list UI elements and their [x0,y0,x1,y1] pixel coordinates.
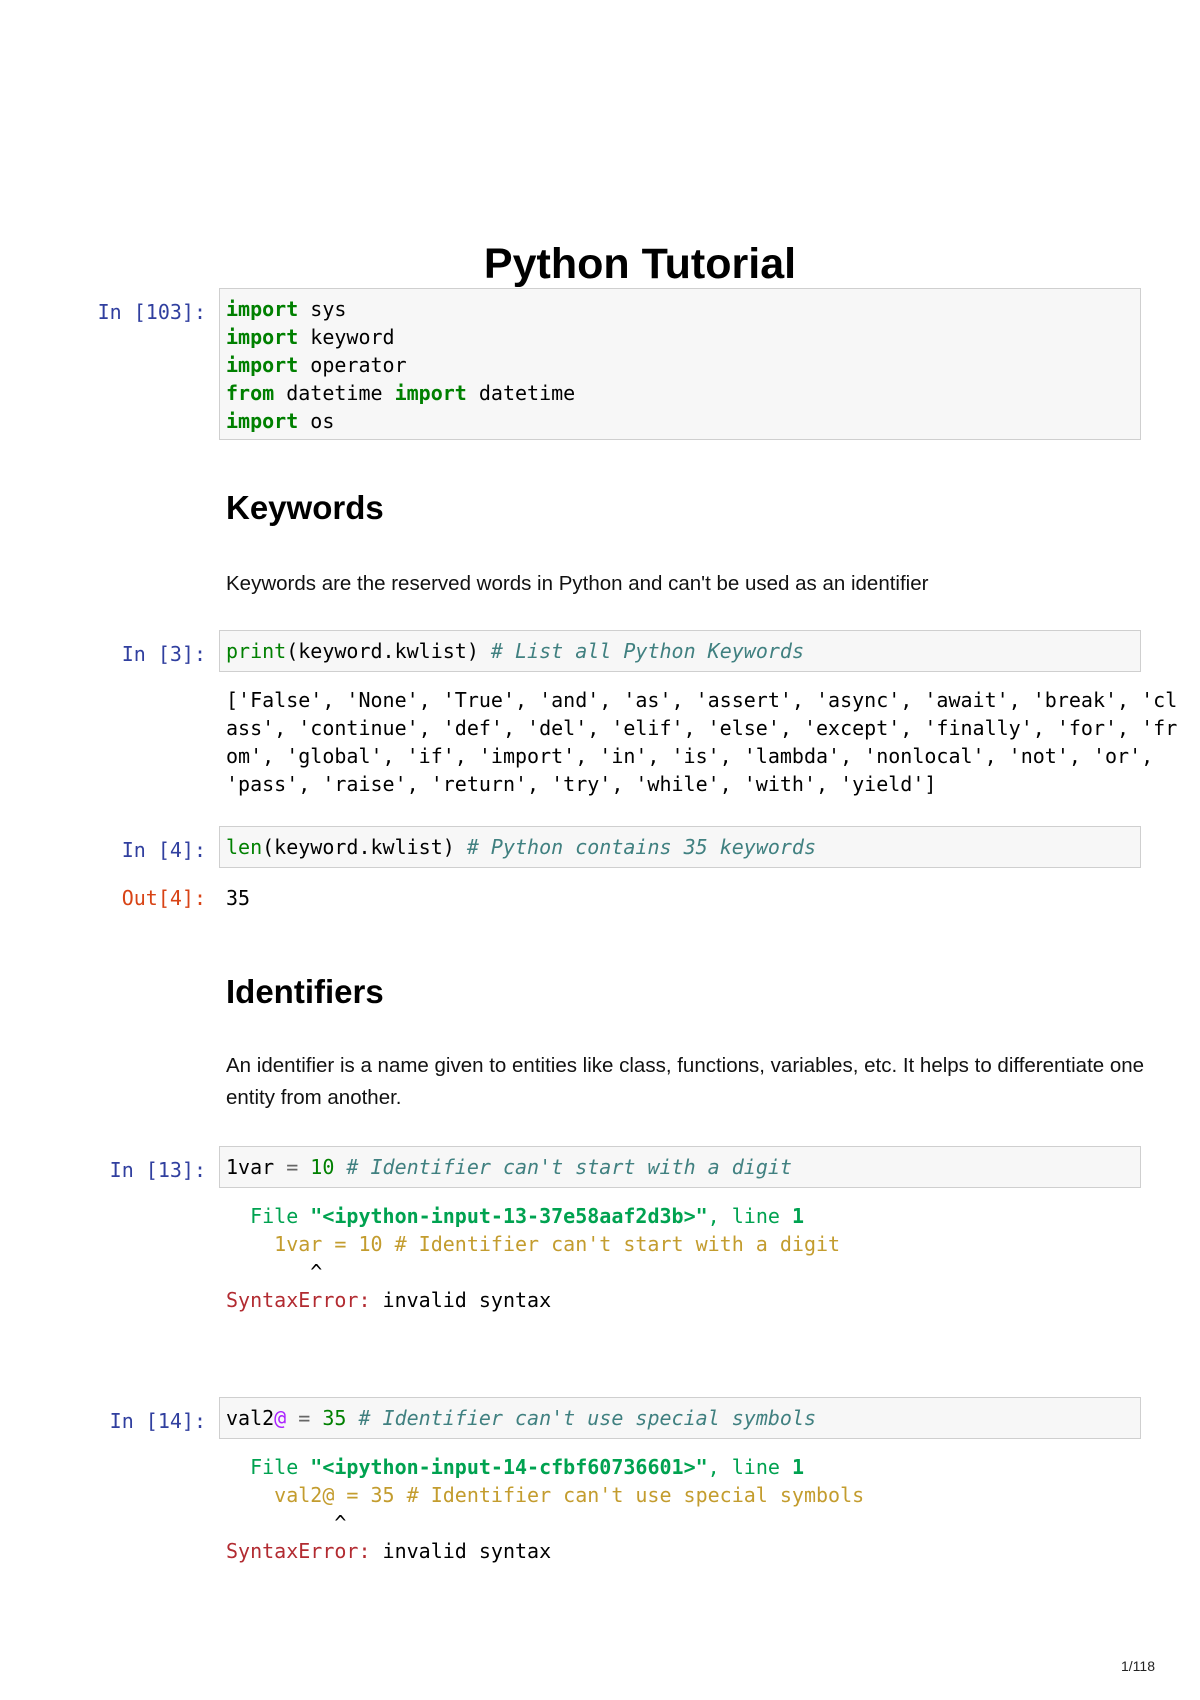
code-cell-symbol-error[interactable] [219,1397,1141,1439]
output-kwlist: ['False', 'None', 'True', 'and', 'as', 'assert', 'async', 'await', 'break', 'cl ass', 'continue', 'def', 'del', 'elif', 'else', 'except', 'finally', 'for', 'fr om', 'global', 'if', 'import', 'in', 'is', 'lambda', 'nonlocal', 'not', 'or', 'pass', 'raise', 'return', 'try', 'while', 'with', 'yield'] [226,688,1178,796]
traceback-code-line: 1var = 10 # Identifier can't start with a digit [226,1232,841,1256]
cell-prompt-in-103: In [103]: [97,300,206,324]
cell-prompt-in-13: In [13]: [109,1158,206,1182]
code-line: import keyword [226,325,395,349]
section-heading-keywords: Keywords [226,489,384,526]
code-kwlist: print(keyword.kwlist) # List all Python Keywords [226,639,804,663]
code-cell-kwlist[interactable] [219,630,1141,672]
code-line: import os [226,409,335,433]
code-cell-kwlen[interactable] [219,826,1141,868]
traceback-code-line: val2@ = 35 # Identifier can't use special symbols [226,1483,865,1507]
code-symbol-error: val2@ = 35 # Identifier can't use special symbols [226,1406,817,1430]
cell-prompt-in-14: In [14]: [109,1409,206,1433]
code-line: import sys [226,297,347,321]
traceback-file-line: File "<ipython-input-14-cfbf60736601>", line 1 [226,1455,804,1479]
keywords-description: Keywords are the reserved words in Python and can't be used as an identifier [226,572,929,595]
traceback-symbol-error [226,1453,864,1565]
page-number: 1/118 [1121,1658,1155,1674]
code-line: import operator [226,353,407,377]
error-message: invalid syntax [370,1288,552,1312]
traceback-digit-error [226,1202,840,1314]
page-title: Python Tutorial [483,239,797,288]
error-type: SyntaxError: [226,1288,371,1312]
code-digit-error: 1var = 10 # Identifier can't start with a digit [226,1155,792,1179]
code-cell-imports[interactable] [219,288,1141,440]
cell-prompt-in-4: In [4]: [121,838,206,862]
error-message: invalid syntax [370,1539,552,1563]
traceback-caret: ^ [226,1511,347,1535]
section-heading-identifiers: Identifiers [226,973,384,1010]
code-cell-digit-error[interactable] [219,1146,1141,1188]
error-type: SyntaxError: [226,1539,371,1563]
cell-prompt-out-4: Out[4]: [121,886,206,910]
code-imports [226,295,1134,435]
code-kwlen: len(keyword.kwlist) # Python contains 35 keywords [226,835,817,859]
traceback-file-line: File "<ipython-input-13-37e58aaf2d3b>", line 1 [226,1204,804,1228]
output-kwlen: 35 [226,886,251,910]
code-line: from datetime import datetime [226,381,576,405]
traceback-caret: ^ [226,1260,323,1284]
identifiers-description: An identifier is a name given to entities like class, functions, variables, etc. It helps to differentiate one entity from another. [226,1054,1145,1109]
cell-prompt-in-3: In [3]: [121,642,206,666]
